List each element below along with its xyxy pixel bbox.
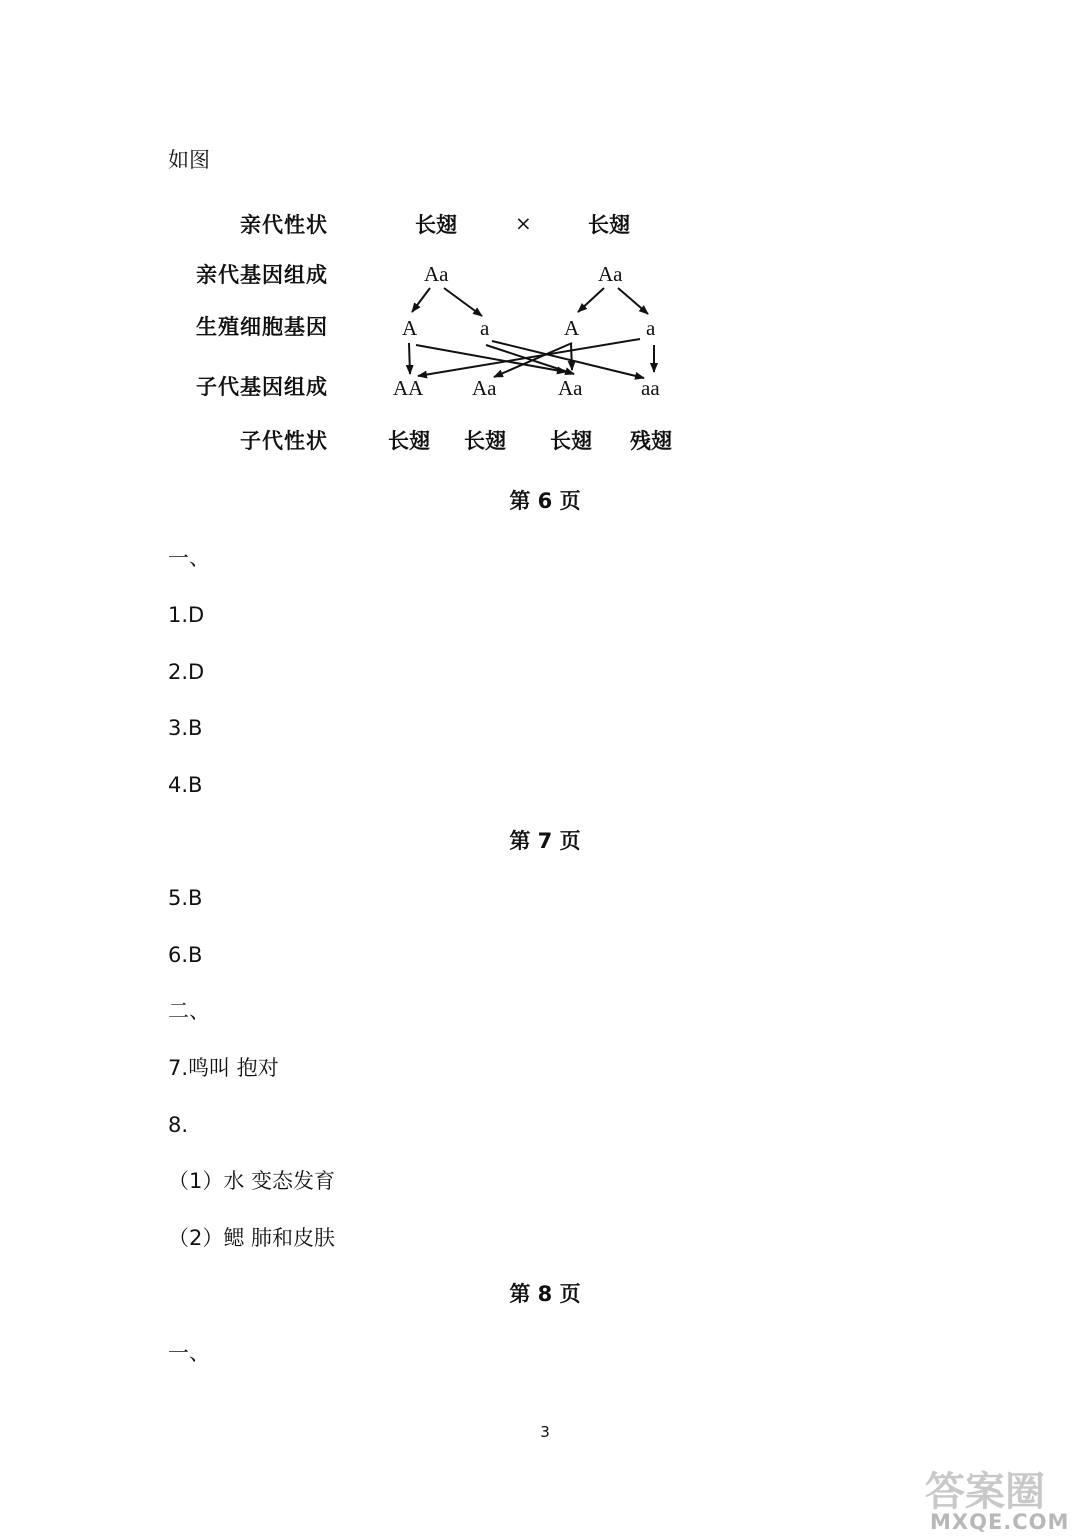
page8-heading: 第 8 页	[509, 1282, 581, 1306]
parent-genotype-1: Aa	[424, 262, 449, 286]
arrow-A1-to-AA	[409, 343, 410, 374]
answer-1: 1.D	[168, 603, 205, 627]
offspring-trait-1: 长翅	[388, 428, 430, 453]
gamete-3: A	[564, 316, 580, 340]
arrow-p1-to-A	[412, 288, 430, 312]
offspring-trait-3: 长翅	[550, 428, 592, 453]
watermark-text: MXQE.COM	[930, 1510, 1070, 1534]
offspring-trait-2: 长翅	[464, 428, 506, 453]
label-gamete: 生殖细胞基因	[196, 314, 328, 339]
watermark-cn: 答案圈	[925, 1469, 1045, 1515]
answer-5: 5.B	[168, 886, 203, 910]
cross-arrows	[0, 0, 1090, 480]
answer-2: 2.D	[168, 660, 205, 684]
answer-7: 7.鸣叫 抱对	[168, 1056, 279, 1080]
answer-8: 8.	[168, 1113, 189, 1137]
label-offspring-trait: 子代性状	[240, 428, 328, 453]
answer-8-2: （2）鳃 肺和皮肤	[168, 1226, 336, 1250]
page7-heading: 第 7 页	[509, 829, 581, 853]
parent-trait-1: 长翅	[415, 212, 457, 237]
gamete-2: a	[480, 316, 490, 340]
answer-3: 3.B	[168, 716, 203, 740]
offspring-genotype-2: Aa	[472, 376, 497, 400]
intro-text: 如图	[168, 148, 210, 172]
arrow-A2-to-Aa3	[571, 343, 572, 370]
arrow-a2-to-AA	[418, 339, 640, 376]
arrow-p1-to-a	[444, 288, 482, 316]
gamete-4: a	[646, 316, 656, 340]
gamete-1: A	[402, 316, 418, 340]
offspring-genotype-1: AA	[393, 376, 424, 400]
parent-genotype-2: Aa	[598, 262, 623, 286]
offspring-trait-4: 残翅	[630, 428, 672, 453]
arrow-p2-to-A	[578, 288, 604, 312]
label-offspring-genotype: 子代基因组成	[196, 374, 328, 399]
label-parent-genotype: 亲代基因组成	[196, 262, 328, 287]
part2-heading: 二、	[168, 999, 210, 1023]
arrow-A1-to-Aa3	[416, 345, 566, 372]
cross-symbol: ×	[515, 211, 532, 235]
page6-heading: 第 6 页	[509, 489, 581, 513]
arrow-p2-to-a	[618, 288, 648, 314]
part1-heading-a: 一、	[168, 546, 210, 570]
answer-6: 6.B	[168, 943, 203, 967]
offspring-genotype-4: aa	[641, 376, 660, 400]
part1-heading-b: 一、	[168, 1341, 210, 1365]
label-parent-trait: 亲代性状	[240, 212, 328, 237]
answer-4: 4.B	[168, 773, 203, 797]
answer-8-1: （1）水 变态发育	[168, 1169, 336, 1193]
page-number: 3	[540, 1423, 550, 1441]
offspring-genotype-3: Aa	[558, 376, 583, 400]
parent-trait-2: 长翅	[588, 212, 630, 237]
